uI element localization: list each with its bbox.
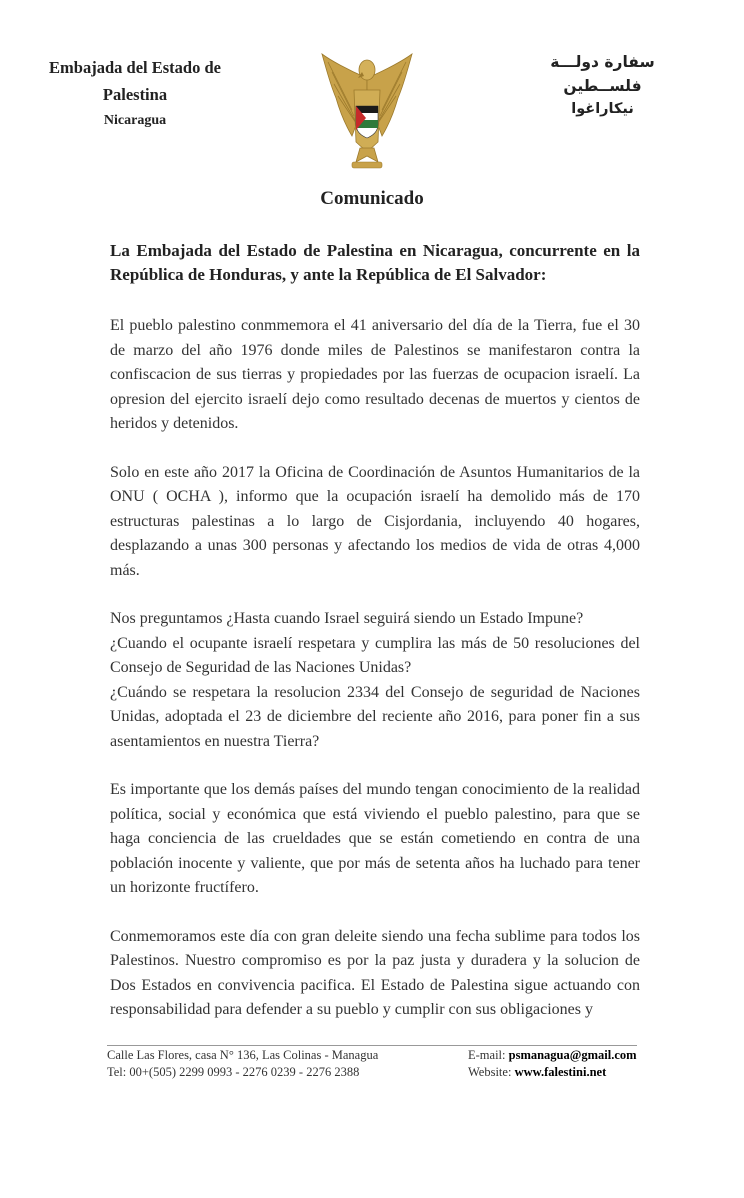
document-title: Comunicado bbox=[320, 188, 424, 209]
footer-contact-left bbox=[107, 1047, 457, 1081]
paragraph-1: El pueblo palestino conmmemora el 41 aniversario del día de la Tierra, fue el 30 de marzo del año 1976 donde miles de Palestinos se manifestaron contra la confiscacion de sus tierras y propiedades por las fuerzas de ocupacion israelí. La opresion del ejercito israelí dejo como resultado decenas de muertos y cientos de heridos y detenidos. bbox=[110, 317, 640, 432]
paragraph-4: Conmemoramos este día con gran deleite siendo una fecha sublime para todos los Palestinos. Nuestro compromiso es por la paz justa y duradera y la solucion de Dos Estados en convivencia pacifica. El Estado de Palestina sigue actuando con responsabilidad para defender a su pueblo y cumplir con sus obligaciones y bbox=[110, 927, 640, 1018]
email-link[interactable]: psmanagua@gmail.com bbox=[508, 1048, 637, 1062]
arabic-line1: سفارة دولـــة bbox=[550, 53, 655, 71]
embassy-name-arabic bbox=[540, 50, 665, 120]
paragraph-3: Es importante que los demás países del mundo tengan conocimiento de la realidad política, social y económica que está viviendo el pueblo palestino, para que se haga conciencia de las crueldades que se están cometiendo en contra de una población inocente y valiente, que por más de setenta años ha luchado para tener un horizonte fructífero. bbox=[110, 781, 640, 896]
footer-divider bbox=[107, 1045, 637, 1046]
email-label: E-mail: bbox=[468, 1048, 509, 1062]
question-2: ¿Cuando el ocupante israelí respetara y cumplira las más de 50 resoluciones del Consejo de Seguridad de las Naciones Unidas? bbox=[110, 634, 640, 676]
lead-paragraph: La Embajada del Estado de Palestina en Nicaragua, concurrente en la República de Honduras, y ante la República de El Salvador: bbox=[110, 241, 640, 284]
arabic-line3: نيكاراغوا bbox=[571, 101, 634, 117]
embassy-name-line2: Palestina bbox=[102, 85, 168, 104]
questions-block bbox=[110, 607, 640, 754]
arabic-line2: فلســطين bbox=[563, 77, 642, 95]
embassy-name-line1: Embajada del Estado de bbox=[49, 58, 221, 77]
question-3: ¿Cuándo se respetara la resolucion 2334 del Consejo de seguridad de Naciones Unidas, adoptada el 23 de diciembre del reciente año 2016, para poner fin a sus asentamientos en nuestra Tierra? bbox=[110, 683, 640, 750]
embassy-name-spanish bbox=[30, 54, 240, 133]
footer-email-line bbox=[468, 1047, 718, 1064]
embassy-country: Nicaragua bbox=[103, 113, 167, 128]
question-1: Nos preguntamos ¿Hasta cuando Israel seguirá siendo un Estado Impune? bbox=[110, 610, 584, 627]
eagle-emblem-icon bbox=[318, 50, 416, 172]
footer-address: Calle Las Flores, casa N° 136, Las Colinas - Managua bbox=[107, 1048, 379, 1062]
website-link[interactable]: www.falestini.net bbox=[514, 1065, 607, 1079]
footer-website-line bbox=[468, 1064, 718, 1081]
footer-contact-right bbox=[468, 1047, 718, 1081]
paragraph-2: Solo en este año 2017 la Oficina de Coordinación de Asuntos Humanitarios de la ONU ( OCHA ), informo que la ocupación israelí ha demolido más de 170 estructuras palestinas a lo largo de Cisjordania, incluyendo 40 hogares, desplazando a unas 300 personas y afectando los medios de vida de otras 4,000 más. bbox=[110, 463, 640, 579]
website-label: Website: bbox=[468, 1065, 515, 1079]
document-body bbox=[110, 239, 640, 1047]
footer-phone: Tel: 00+(505) 2299 0993 - 2276 0239 - 2276 2388 bbox=[107, 1065, 360, 1079]
